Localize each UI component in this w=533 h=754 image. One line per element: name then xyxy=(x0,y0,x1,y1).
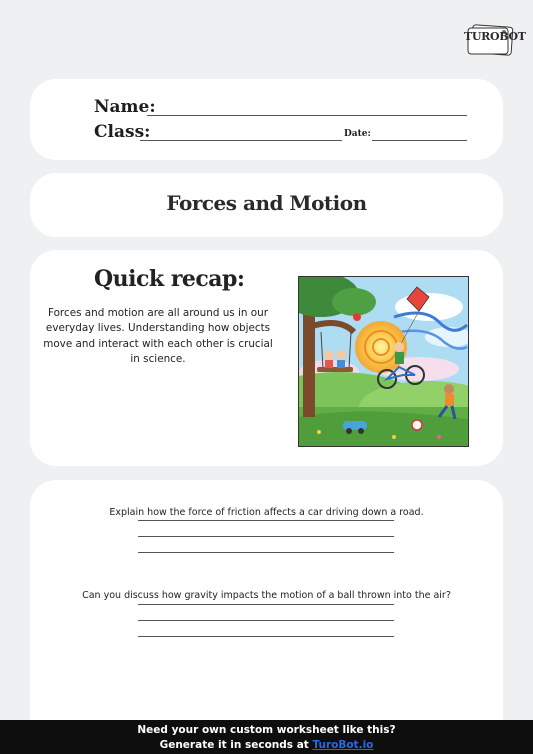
answer-2-line-2[interactable] xyxy=(138,620,394,621)
title-card xyxy=(30,173,503,237)
student-info-card xyxy=(30,79,503,160)
answer-2-line-3[interactable] xyxy=(138,636,394,637)
date-label: Date: xyxy=(344,129,371,139)
worksheet-title: Forces and Motion xyxy=(166,191,367,215)
kids-playing-park-illustration xyxy=(298,276,469,447)
promo-footer xyxy=(0,720,533,754)
turobot-logo xyxy=(464,24,526,58)
name-input-line[interactable] xyxy=(147,115,467,116)
footer-line-2-prefix: Generate it in seconds at xyxy=(159,739,313,751)
question-2: Can you discuss how gravity impacts the motion of a ball thrown into the air? xyxy=(82,590,451,601)
recap-body-text: Forces and motion are all around us in our everyday lives. Understanding how objects move and interact with each other is crucial in science. xyxy=(43,307,273,366)
answer-2-line-1[interactable] xyxy=(138,604,394,605)
class-label: Class: xyxy=(94,122,151,142)
name-label: Name: xyxy=(94,97,156,117)
answer-1-line-1[interactable] xyxy=(138,520,394,521)
questions-card xyxy=(30,480,503,740)
footer-line-2 xyxy=(0,738,533,753)
answer-1-line-2[interactable] xyxy=(138,536,394,537)
recap-heading: Quick recap: xyxy=(94,266,245,292)
logo-text: TUROBOT xyxy=(464,30,526,43)
recap-card xyxy=(30,250,503,466)
question-1: Explain how the force of friction affects a car driving down a road. xyxy=(109,507,424,518)
class-input-line[interactable] xyxy=(140,140,342,141)
date-input-line[interactable] xyxy=(372,140,467,141)
answer-1-line-3[interactable] xyxy=(138,552,394,553)
park-scene-icon xyxy=(299,277,468,446)
footer-line-1: Need your own custom worksheet like this? xyxy=(137,724,396,736)
turobot-link[interactable]: TuroBot.io xyxy=(312,739,374,751)
